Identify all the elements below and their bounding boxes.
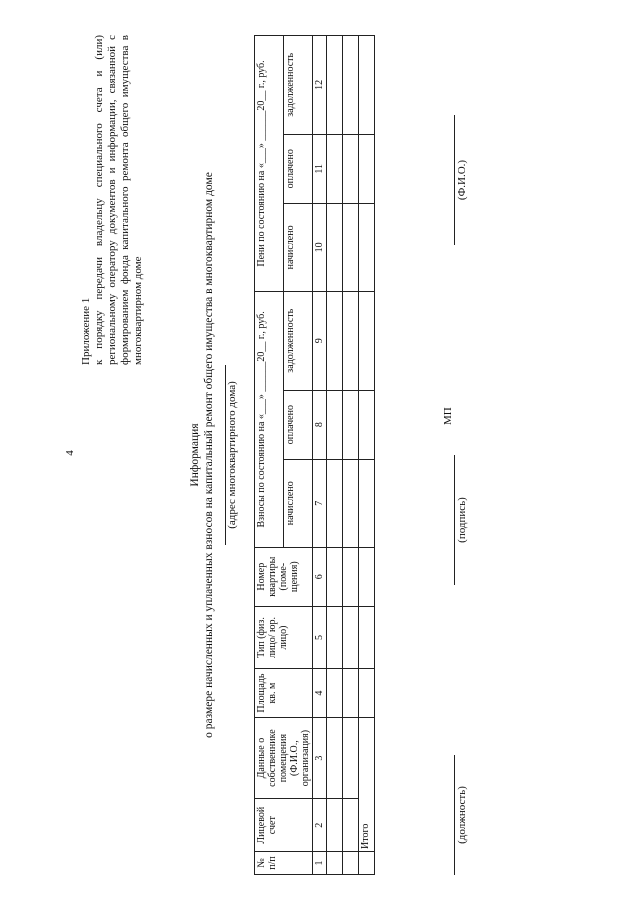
page-number: 4 [64,450,76,456]
header-contributions: Взносы по состоянию на «___» ______20__ г., руб. [255,291,284,547]
table-cell [327,799,343,851]
header-debt: задолженность [284,36,313,135]
table-cell [327,669,343,717]
table-cell [327,134,343,203]
address-caption: (адрес многоквартирного дома) [226,381,238,529]
table-cell [343,547,359,606]
contributions-table [254,35,375,875]
signature-line [454,455,455,585]
table-cell [327,606,343,669]
column-number: 1 [313,851,327,874]
document-title: Информация [189,423,201,487]
column-number: 9 [313,291,327,390]
table-cell [327,459,343,547]
table-cell [359,669,375,717]
column-number: 7 [313,459,327,547]
table-cell [343,669,359,717]
header-owner: Данные о собственнике помещения (Ф.И.О., организация) [255,717,313,799]
column-number: 11 [313,134,327,203]
table-cell [343,203,359,291]
table-cell [327,291,343,390]
table-cell [343,606,359,669]
column-number: 5 [313,606,327,669]
table-cell [359,203,375,291]
table-cell [359,459,375,547]
header-apartment: Номер квартиры (поме- щения) [255,547,313,606]
document-heading [188,25,216,885]
header-debt: задолженность [284,291,313,390]
table-cell [359,134,375,203]
table-cell [327,717,343,799]
table-header-row [255,36,284,875]
header-accrued: начислено [284,459,313,547]
position-caption: (должность) [456,786,468,844]
table-cell [359,291,375,390]
total-label: Итого [359,717,375,851]
header-paid: оплачено [284,390,313,459]
column-number-row [313,36,327,875]
column-number: 8 [313,390,327,459]
appendix-block [80,35,145,365]
table-cell [359,390,375,459]
header-paid: оплачено [284,134,313,203]
table-cell [343,291,359,390]
table-cell [343,799,359,851]
stamp-mark: МП [442,407,454,425]
header-num: № п/п [255,851,313,874]
column-number: 12 [313,36,327,135]
position-line [454,755,455,875]
table-cell [327,36,343,135]
table-cell [327,390,343,459]
name-line [454,115,455,245]
appendix-text: к порядку передачи владельцу специального счета и (или) региональному оператору документов и информации, связанной с формированием фонда капитального ремонта общего имущества в многоквартирном доме [93,35,144,365]
name-signature-field [454,115,468,245]
appendix-title: Приложение 1 [80,297,92,365]
column-number: 2 [313,799,327,851]
table-cell [327,547,343,606]
table-cell [343,134,359,203]
name-caption: (Ф.И.О.) [456,159,468,201]
table-cell [359,547,375,606]
table-cell [343,36,359,135]
table-cell [359,606,375,669]
table-cell [359,851,375,874]
column-number: 3 [313,717,327,799]
table-cell [343,459,359,547]
table-cell [343,390,359,459]
header-area: Площадь кв. м [255,669,313,717]
table-row [327,36,343,875]
signature-field [454,455,468,585]
header-accrued: начислено [284,203,313,291]
column-number: 4 [313,669,327,717]
header-account: Лицевой счет [255,799,313,851]
position-signature-field [454,755,468,875]
table-total-row [359,36,375,875]
table-cell [343,851,359,874]
column-number: 10 [313,203,327,291]
header-type: Тип (физ. лицо/ юр. лицо) [255,606,313,669]
table-cell [343,717,359,799]
signature-caption: (подпись) [456,497,468,543]
table-row [343,36,359,875]
table-cell [327,851,343,874]
rotated-document-page [80,25,620,885]
column-number: 6 [313,547,327,606]
table-cell [327,203,343,291]
table-cell [359,36,375,135]
document-subtitle: о размере начисленных и уплаченных взносов на капитальный ремонт общего имущества в многоквартирном доме [203,172,215,738]
header-penalties: Пени по состоянию на «___» ______20__ г., руб. [255,36,284,292]
